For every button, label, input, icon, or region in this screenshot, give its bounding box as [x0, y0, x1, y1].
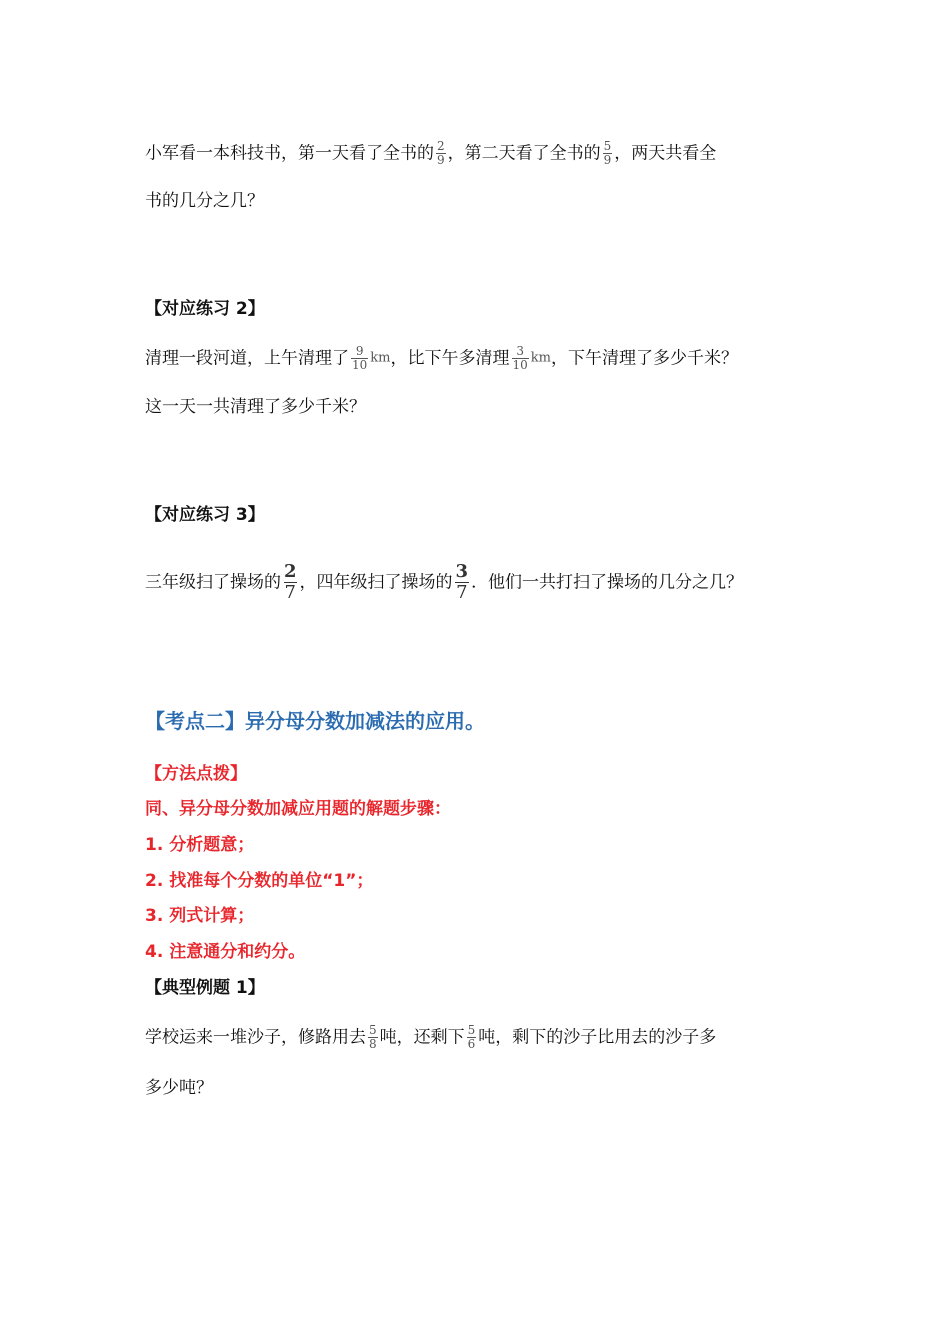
problem-text: ，比下午多清理 [390, 348, 510, 369]
exercise-3-line-1 [145, 562, 743, 603]
problem-text: 小军看一本科技书，第一天看了全书的 [145, 143, 434, 164]
problem-text: 学校运来一堆沙子，修路用去 [145, 1027, 366, 1048]
problem-text: ，两天共看全 [614, 143, 717, 164]
problem-text: ，下午清理了多少千米？ [551, 348, 738, 369]
step-item: 2. 找准每个分数的单位“1”； [145, 871, 374, 891]
fraction [436, 140, 446, 167]
problem-text: 吨，剩下的沙子比用去的沙子多 [478, 1027, 717, 1048]
method-heading: 【方法点拨】 [145, 764, 247, 784]
unit-km: km [530, 350, 551, 366]
numerator: 3 [455, 561, 469, 582]
problem-text: ．他们一共打扫了操场的几分之几？ [471, 572, 744, 593]
problem-1-line-2: 书的几分之几？ [145, 191, 264, 211]
denominator: 10 [352, 358, 368, 372]
problem-text: 吨，还剩下 [379, 1027, 465, 1048]
problem-1-line-1 [145, 140, 716, 167]
fraction [283, 562, 298, 603]
exercise-2-heading: 【对应练习 2】 [145, 299, 265, 319]
denominator: 9 [437, 153, 445, 167]
numerator: 5 [467, 1023, 476, 1037]
step-item: 1. 分析题意； [145, 835, 255, 855]
denominator: 9 [603, 153, 612, 167]
problem-text: 清理一段河道，上午清理了 [145, 348, 349, 369]
denominator: 6 [467, 1037, 476, 1051]
numerator: 5 [369, 1023, 377, 1037]
example-1-line-2: 多少吨？ [145, 1078, 213, 1098]
denominator: 10 [512, 358, 528, 372]
example-1-line-1 [145, 1024, 716, 1051]
fraction [455, 562, 470, 603]
numerator: 9 [355, 344, 364, 358]
example-1-heading: 【典型例题 1】 [145, 978, 265, 998]
section-title: 【考点二】异分母分数加减法的应用。 [145, 709, 485, 733]
numerator: 2 [284, 561, 297, 582]
denominator: 7 [284, 582, 296, 603]
fraction [467, 1024, 477, 1051]
exercise-3-heading: 【对应练习 3】 [145, 505, 265, 525]
denominator: 8 [369, 1037, 377, 1051]
fraction [603, 140, 613, 167]
problem-text: ，第二天看了全书的 [447, 143, 601, 164]
exercise-2-line-1 [145, 345, 738, 372]
numerator: 2 [437, 139, 445, 153]
step-item: 4. 注意通分和约分。 [145, 942, 306, 962]
step-item: 3. 列式计算； [145, 906, 255, 926]
problem-text: ，四年级扫了操场的 [299, 572, 453, 593]
numerator: 5 [603, 139, 612, 153]
fraction [512, 345, 529, 372]
denominator: 7 [456, 582, 468, 603]
fraction [368, 1024, 378, 1051]
exercise-2-line-2: 这一天一共清理了多少千米？ [145, 397, 366, 417]
unit-km: km [370, 350, 391, 366]
problem-text: 三年级扫了操场的 [145, 572, 281, 593]
steps-intro: 同、异分母分数加减应用题的解题步骤： [145, 799, 451, 819]
fraction [351, 345, 368, 372]
numerator: 3 [516, 344, 524, 358]
